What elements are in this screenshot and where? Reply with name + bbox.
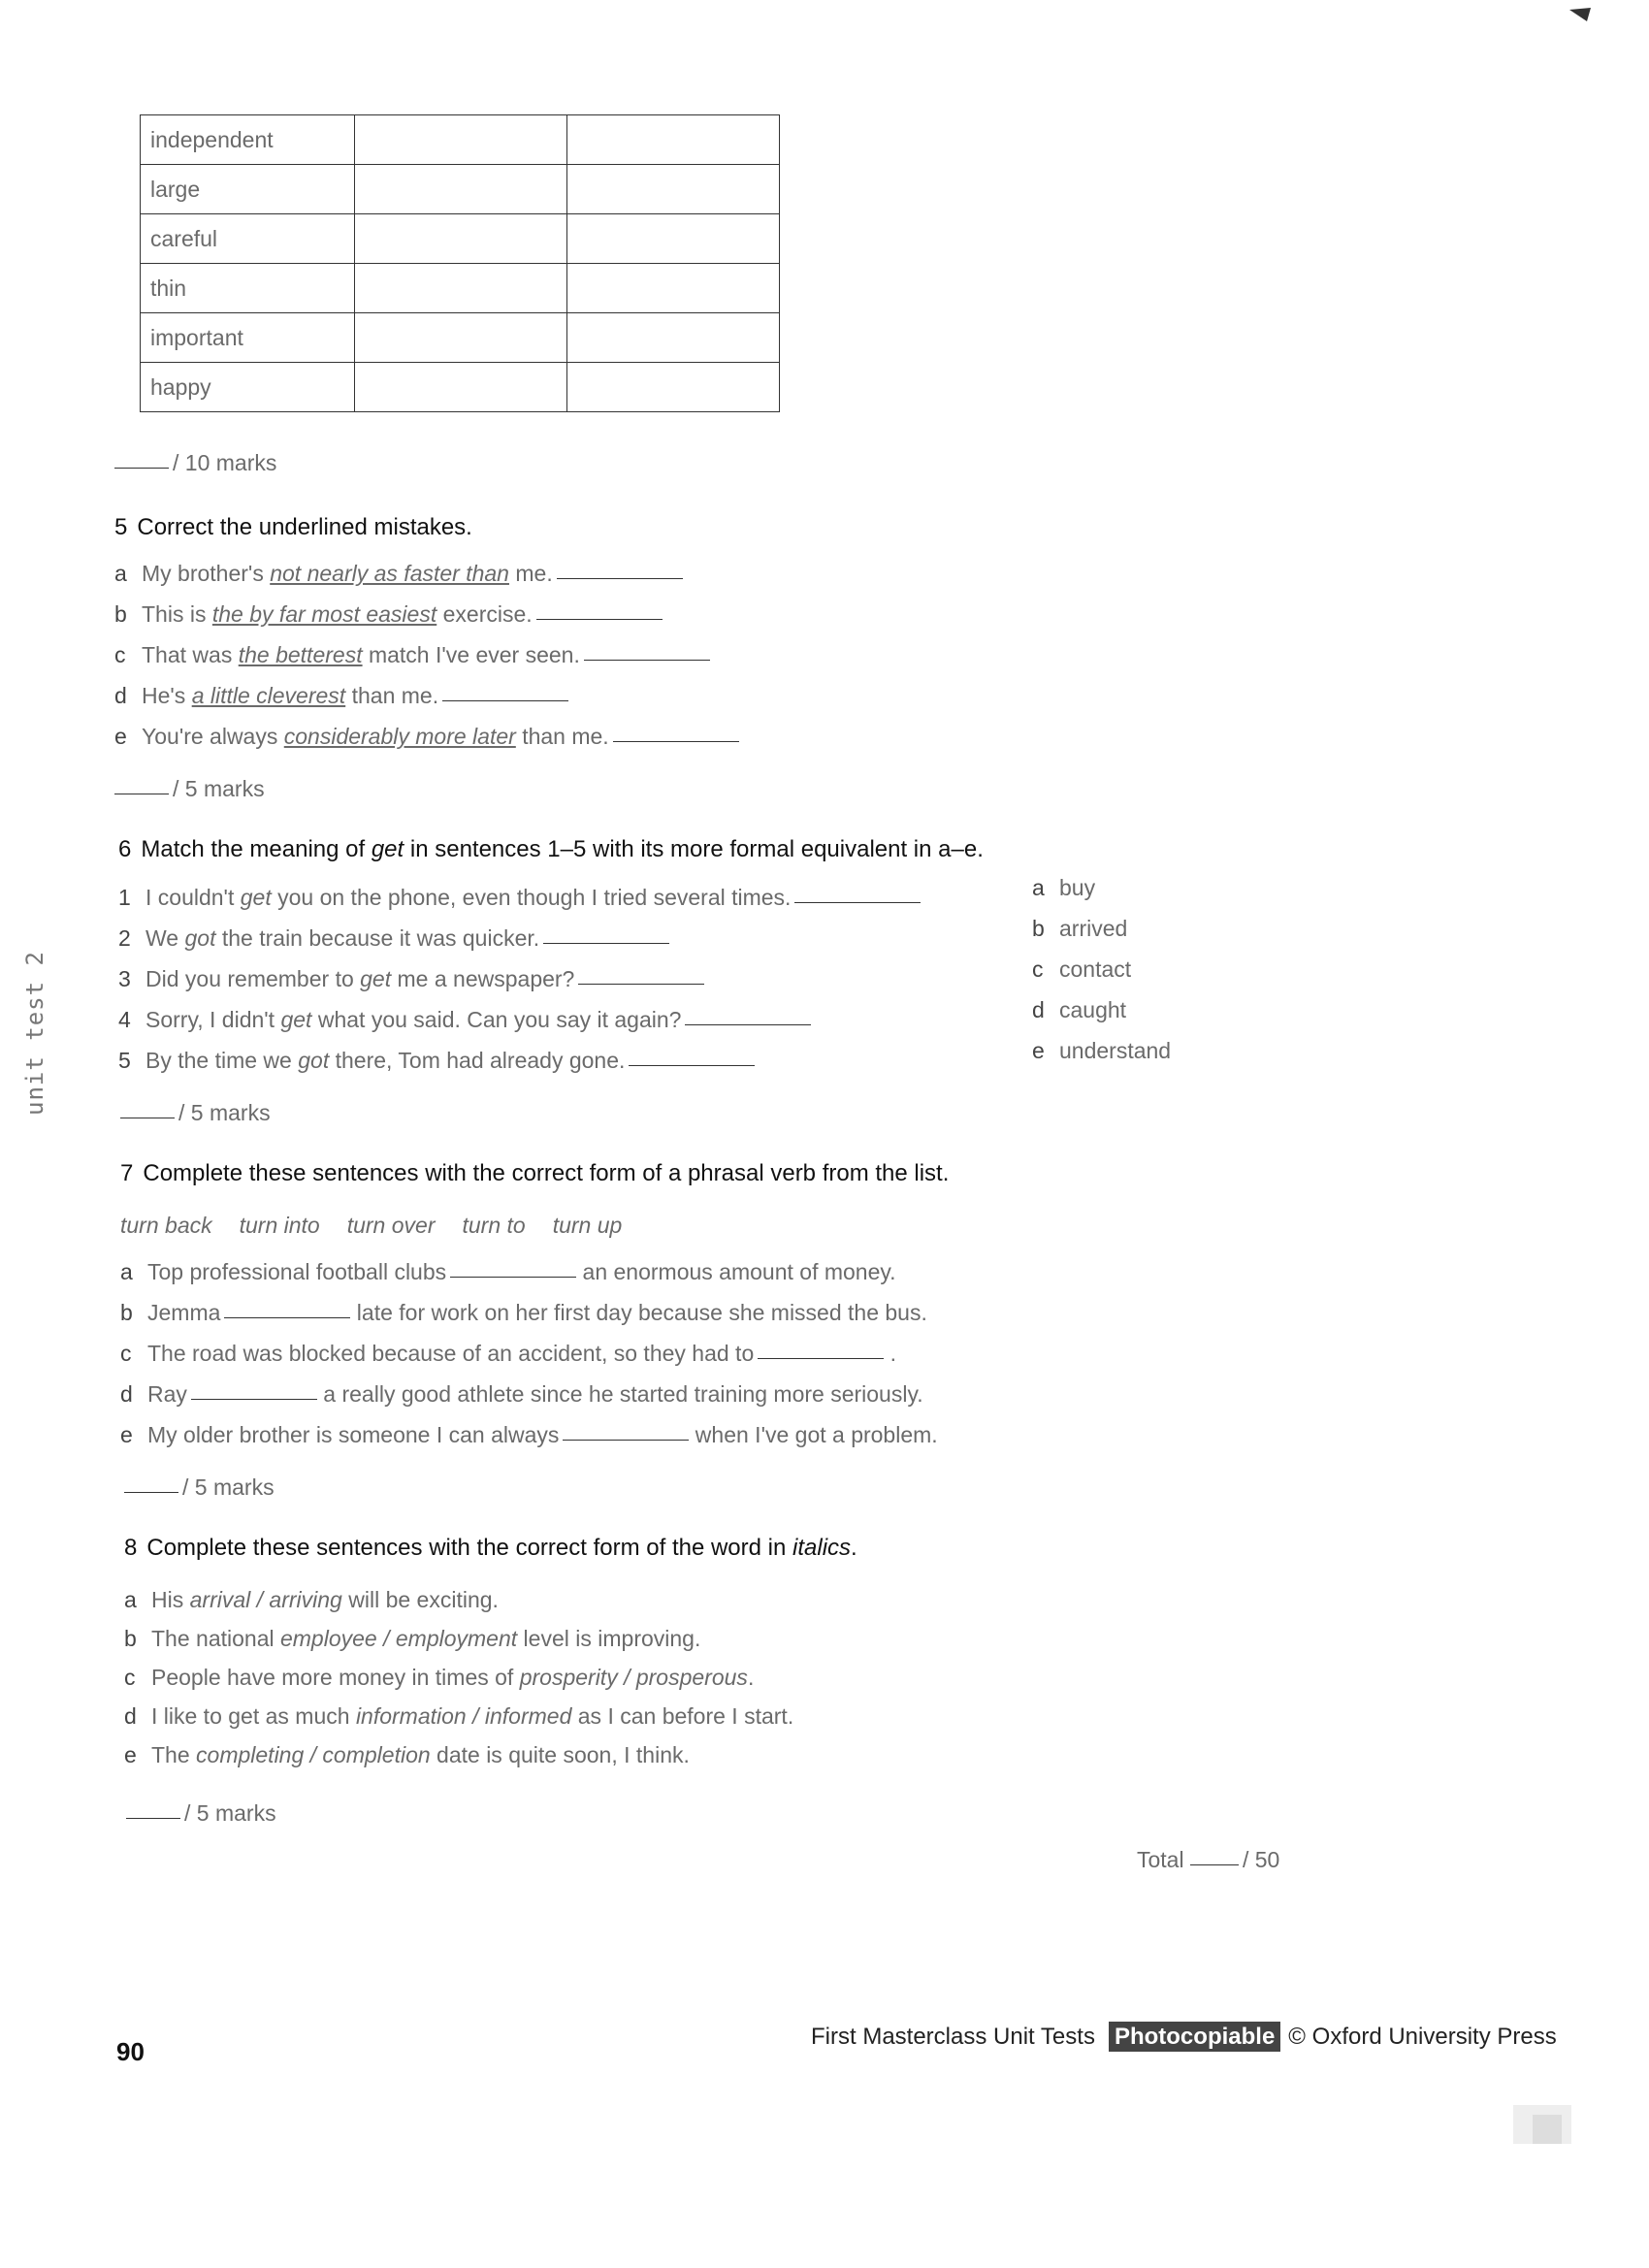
answer-cell[interactable] <box>355 115 567 165</box>
section6-option <box>1032 1038 1171 1064</box>
answer-cell[interactable] <box>355 214 567 264</box>
item-text: . <box>884 1341 897 1366</box>
side-label: unit test 2 <box>21 951 48 1116</box>
answer-cell[interactable] <box>355 313 567 363</box>
section5-item <box>114 683 568 709</box>
section4-marks: / 10 marks <box>114 450 276 476</box>
section6-item <box>118 925 669 952</box>
item-text: He's <box>142 683 192 708</box>
option-letter: d <box>1032 997 1045 1022</box>
answer-blank[interactable] <box>584 659 710 661</box>
section6-option <box>1032 956 1131 983</box>
italic-word: get <box>240 885 272 910</box>
section8-item <box>124 1587 499 1613</box>
item-text: We <box>146 925 185 951</box>
answer-cell[interactable] <box>567 165 780 214</box>
answer-cell[interactable] <box>567 313 780 363</box>
item-letter: b <box>120 1300 133 1325</box>
section6-marks: / 5 marks <box>120 1100 271 1126</box>
item-text: That was <box>142 642 239 667</box>
photocopiable-badge: Photocopiable <box>1109 2022 1280 2052</box>
section7-item <box>120 1259 896 1285</box>
section6-item <box>118 966 704 992</box>
option-text: buy <box>1059 875 1096 900</box>
word-choice: completing / completion <box>196 1742 431 1767</box>
section6-option <box>1032 916 1127 942</box>
section8-heading: 8 Complete these sentences with the correct form of the word in italics. <box>124 1535 857 1561</box>
item-text: date is quite soon, I think. <box>430 1742 690 1767</box>
answer-cell[interactable] <box>567 264 780 313</box>
section5-item <box>114 561 683 587</box>
item-text: Ray <box>147 1381 187 1407</box>
page-number: 90 <box>116 2037 145 2066</box>
option-text: understand <box>1059 1038 1172 1063</box>
item-text: I couldn't <box>146 885 241 910</box>
item-number: 5 <box>118 1048 131 1073</box>
adjective-cell: thin <box>141 264 355 313</box>
answer-blank[interactable] <box>613 740 739 742</box>
italic-word: got <box>184 925 216 951</box>
phrasal-verb: turn to <box>462 1213 526 1238</box>
section8-item <box>124 1703 793 1730</box>
answer-cell[interactable] <box>355 165 567 214</box>
section6-item <box>118 885 921 911</box>
table-row <box>141 264 780 313</box>
score-blank[interactable] <box>120 1117 175 1118</box>
section6-item <box>118 1007 811 1033</box>
answer-blank[interactable] <box>685 1023 811 1025</box>
item-number: 4 <box>118 1007 131 1032</box>
item-text: Sorry, I didn't <box>146 1007 281 1032</box>
answer-blank[interactable] <box>450 1276 576 1278</box>
section5-item <box>114 642 710 668</box>
section6-heading: 6 Match the meaning of get in sentences 1–5 with its more formal equivalent in a–e. <box>118 836 984 862</box>
adjective-table <box>140 114 780 412</box>
section5-item <box>114 724 739 750</box>
phrasal-verb: turn over <box>346 1213 436 1238</box>
item-text: than me. <box>345 683 439 708</box>
word-choice: employee / employment <box>279 1626 518 1651</box>
section5-heading: 5 Correct the underlined mistakes. <box>114 514 472 540</box>
item-number: 3 <box>118 966 131 991</box>
staple-mark <box>1569 8 1591 21</box>
item-text: exercise. <box>436 601 533 627</box>
section7-item <box>120 1381 923 1408</box>
answer-cell[interactable] <box>567 363 780 412</box>
item-text: there, Tom had already gone. <box>329 1048 626 1073</box>
option-letter: a <box>1032 875 1045 900</box>
item-text: Did you remember to <box>146 966 361 991</box>
item-text: His <box>151 1587 190 1612</box>
adjective-cell: happy <box>141 363 355 412</box>
section5-marks: / 5 marks <box>114 776 265 802</box>
item-text: late for work on her first day because she missed the bus. <box>350 1300 927 1325</box>
item-letter: e <box>114 724 127 749</box>
item-text: The <box>151 1742 197 1767</box>
score-blank[interactable] <box>124 1491 178 1493</box>
answer-cell[interactable] <box>567 214 780 264</box>
option-letter: c <box>1032 956 1044 982</box>
section8-item <box>124 1742 690 1768</box>
option-letter: e <box>1032 1038 1045 1063</box>
italic-word: get <box>360 966 392 991</box>
total-score: Total / 50 <box>1137 1847 1280 1872</box>
underlined-mistake: a little cleverest <box>191 683 346 708</box>
item-text: The national <box>151 1626 280 1651</box>
item-letter: a <box>114 561 127 586</box>
item-text: The road was blocked because of an accident, so they had to <box>147 1341 755 1366</box>
answer-cell[interactable] <box>355 264 567 313</box>
table-row <box>141 165 780 214</box>
item-number: 1 <box>118 885 131 910</box>
item-number: 2 <box>118 925 131 951</box>
item-text: as I can before I start. <box>571 1703 794 1729</box>
item-text: People have more money in times of <box>151 1665 520 1690</box>
footer-credits: First Masterclass Unit Tests Photocopiable © Oxford University Press <box>811 2024 1557 2050</box>
table-row <box>141 115 780 165</box>
section6-option <box>1032 875 1095 901</box>
option-text: caught <box>1059 997 1127 1022</box>
item-text: You're always <box>142 724 284 749</box>
scan-artifact <box>1494 2095 1581 2173</box>
score-blank[interactable] <box>126 1817 180 1819</box>
item-text: when I've got a problem. <box>689 1422 938 1447</box>
answer-blank[interactable] <box>629 1064 755 1066</box>
item-letter: b <box>124 1626 137 1651</box>
item-letter: c <box>114 642 126 667</box>
section6-option <box>1032 997 1126 1023</box>
item-text: what you said. Can you say it again? <box>311 1007 682 1032</box>
item-text: My brother's <box>142 561 271 586</box>
answer-cell[interactable] <box>567 115 780 165</box>
answer-cell[interactable] <box>355 363 567 412</box>
answer-blank[interactable] <box>536 618 663 620</box>
phrasal-verb: turn up <box>552 1213 623 1238</box>
answer-blank[interactable] <box>794 901 921 903</box>
item-letter: c <box>120 1341 132 1366</box>
item-letter: d <box>124 1703 137 1729</box>
italic-word: got <box>298 1048 330 1073</box>
answer-blank[interactable] <box>578 983 704 985</box>
option-text: contact <box>1059 956 1132 982</box>
item-text: By the time we <box>146 1048 299 1073</box>
phrasal-verb: turn into <box>239 1213 320 1238</box>
answer-blank[interactable] <box>758 1357 884 1359</box>
italic-word: get <box>280 1007 312 1032</box>
item-letter: a <box>120 1259 133 1284</box>
answer-blank[interactable] <box>224 1316 350 1318</box>
underlined-mistake: the betterest <box>238 642 363 667</box>
word-choice: arrival / arriving <box>189 1587 342 1612</box>
answer-blank[interactable] <box>557 577 683 579</box>
item-letter: d <box>120 1381 133 1407</box>
section8-marks: / 5 marks <box>126 1800 276 1827</box>
item-text: the train because it was quicker. <box>215 925 540 951</box>
section8-item <box>124 1626 700 1652</box>
item-text: will be exciting. <box>341 1587 499 1612</box>
table-row <box>141 363 780 412</box>
item-letter: a <box>124 1587 137 1612</box>
adjective-cell: important <box>141 313 355 363</box>
section7-item <box>120 1300 927 1326</box>
option-text: arrived <box>1059 916 1128 941</box>
item-text: . <box>747 1665 755 1690</box>
answer-blank[interactable] <box>191 1398 317 1400</box>
underlined-mistake: the by far most easiest <box>211 601 437 627</box>
item-letter: e <box>124 1742 137 1767</box>
section6-item <box>118 1048 755 1074</box>
item-letter: e <box>120 1422 133 1447</box>
section7-marks: / 5 marks <box>124 1474 275 1501</box>
item-text: Jemma <box>147 1300 221 1325</box>
adjective-cell: large <box>141 165 355 214</box>
section7-item <box>120 1341 896 1367</box>
score-blank[interactable] <box>114 467 169 469</box>
item-text: a really good athlete since he started training more seriously. <box>316 1381 923 1407</box>
adjective-cell: careful <box>141 214 355 264</box>
item-text: Top professional football clubs <box>147 1259 447 1284</box>
word-choice: prosperity / prosperous <box>519 1665 748 1690</box>
item-letter: b <box>114 601 127 627</box>
underlined-mistake: not nearly as faster than <box>270 561 509 586</box>
item-text: This is <box>142 601 212 627</box>
score-blank[interactable] <box>114 793 169 794</box>
table-row <box>141 214 780 264</box>
item-text: match I've ever seen. <box>362 642 580 667</box>
item-text: me a newspaper? <box>391 966 575 991</box>
item-text: I like to get as much <box>151 1703 356 1729</box>
section5-item <box>114 601 663 628</box>
answer-blank[interactable] <box>442 699 568 701</box>
item-letter: d <box>114 683 127 708</box>
answer-blank[interactable] <box>543 942 669 944</box>
adjective-cell: independent <box>141 115 355 165</box>
phrasal-verb: turn back <box>120 1213 212 1238</box>
item-text: you on the phone, even though I tried several times. <box>271 885 792 910</box>
item-text: than me. <box>515 724 609 749</box>
phrasal-verb-list <box>120 1213 649 1239</box>
word-choice: information / informed <box>355 1703 572 1729</box>
section8-item <box>124 1665 754 1691</box>
section7-item <box>120 1422 938 1448</box>
option-letter: b <box>1032 916 1045 941</box>
total-blank[interactable] <box>1190 1863 1239 1865</box>
answer-blank[interactable] <box>563 1439 689 1441</box>
item-text: level is improving. <box>517 1626 701 1651</box>
table-row <box>141 313 780 363</box>
item-letter: c <box>124 1665 136 1690</box>
underlined-mistake: considerably more later <box>283 724 516 749</box>
item-text: me. <box>508 561 553 586</box>
item-text: My older brother is someone I can always <box>147 1422 560 1447</box>
section7-heading: 7 Complete these sentences with the correct form of a phrasal verb from the list. <box>120 1160 950 1186</box>
item-text: an enormous amount of money. <box>576 1259 896 1284</box>
